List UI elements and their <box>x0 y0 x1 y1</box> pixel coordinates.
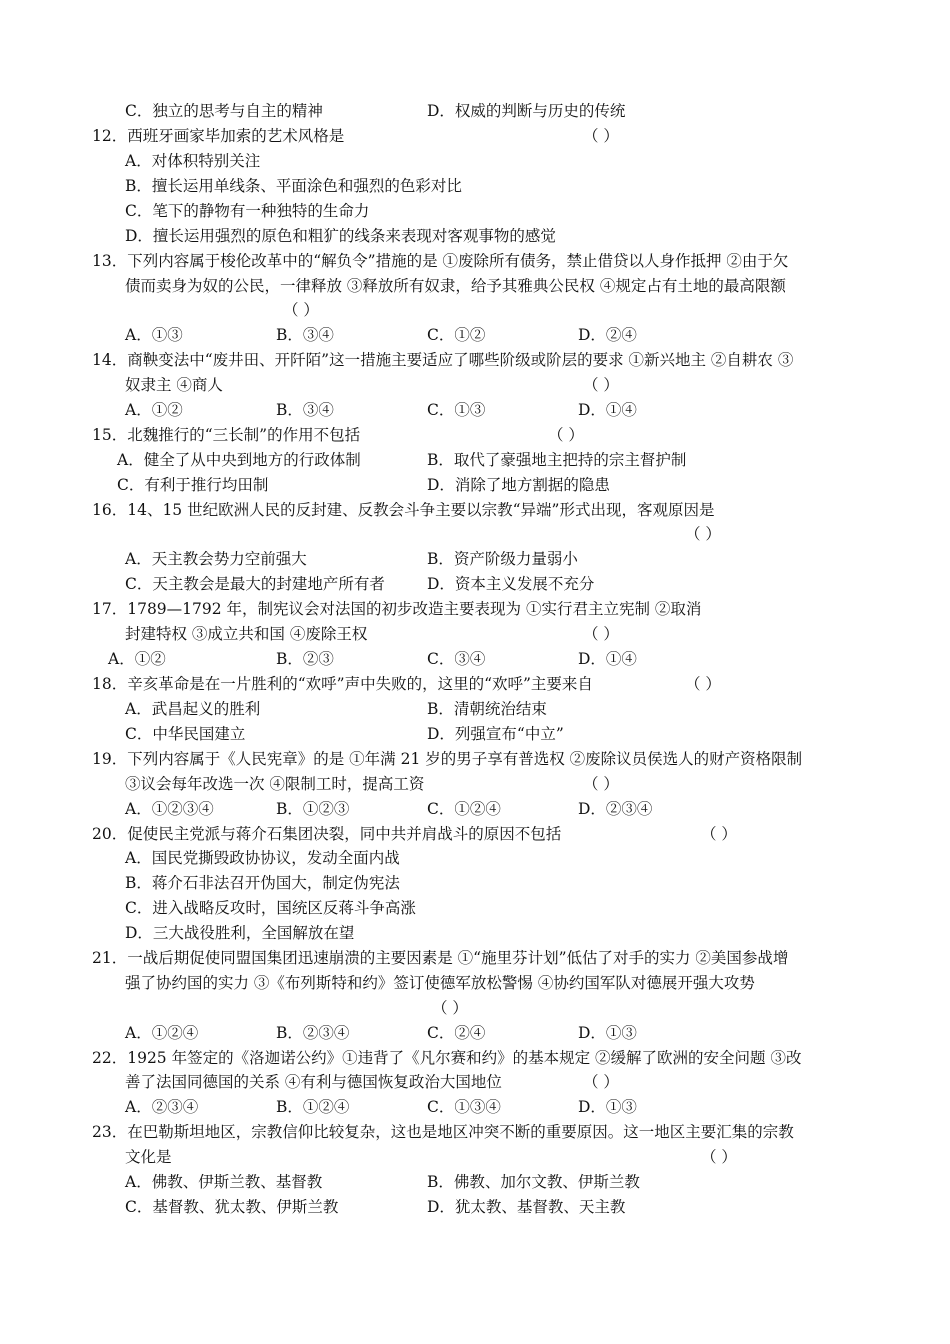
option-a: A．国民党撕毁政协协议，发动全面内战 <box>125 849 400 867</box>
question-23: 23．在巴勒斯坦地区，宗教信仰比较复杂，这也是地区冲突不断的重要原因。这一地区主要汇集的宗教 <box>92 1123 794 1141</box>
question-21-cont: 强了协约国的实力 ③《布列斯特和约》签订使德军放松警惕 ④协约国军队对德展开强大攻势 <box>125 974 755 992</box>
option-a: A．健全了从中央到地方的行政体制 <box>117 451 361 469</box>
option-c: C．笔下的静物有一种独特的生命力 <box>125 202 370 220</box>
option-c: C．有利于推行均田制 <box>117 476 269 494</box>
option-d: D．①④ <box>578 650 637 668</box>
option-c: C．中华民国建立 <box>125 725 246 743</box>
option-c: C．天主教会是最大的封建地产所有者 <box>125 575 385 593</box>
question-17-cont: 封建特权 ③成立共和国 ④废除王权 <box>125 625 368 643</box>
question-19: 19．下列内容属于《人民宪章》的是 ①年满 21 岁的男子享有普选权 ②废除议员侯选人的财产资格限制 <box>92 750 803 768</box>
option-c: C．进入战略反攻时，国统区反蒋斗争高涨 <box>125 899 416 917</box>
option-d: D．②④ <box>578 326 637 344</box>
option-d: D．权威的判断与历史的传统 <box>427 102 626 120</box>
answer-blank: （ ） <box>685 675 721 693</box>
option-c: C．独立的思考与自主的精神 <box>125 102 323 120</box>
answer-blank: （ ） <box>583 127 619 145</box>
option-d: D．②③④ <box>578 800 653 818</box>
option-b: B．②③④ <box>276 1024 350 1042</box>
answer-blank: （ ） <box>548 426 584 444</box>
option-d: D．①③ <box>578 1024 637 1042</box>
option-d: D．犹太教、基督教、天主教 <box>427 1198 626 1216</box>
option-c: C．①②④ <box>427 800 501 818</box>
option-a: A．②③④ <box>125 1098 199 1116</box>
question-13-cont: 债而卖身为奴的公民，一律释放 ③释放所有奴隶，给予其雅典公民权 ④规定占有土地的最高限额 <box>125 277 786 295</box>
answer-blank: （ ） <box>583 376 619 394</box>
option-d: D．擅长运用强烈的原色和粗犷的线条来表现对客观事物的感觉 <box>125 227 556 245</box>
answer-blank: （ ） <box>583 775 619 793</box>
option-a: A．①② <box>125 401 183 419</box>
option-a: A．①②④ <box>125 1024 199 1042</box>
question-14-cont: 奴隶主 ④商人 <box>125 376 223 394</box>
option-b: B．①②③ <box>276 800 350 818</box>
option-b: B．取代了豪强地主把持的宗主督护制 <box>427 451 687 469</box>
option-a: A．天主教会势力空前强大 <box>125 550 307 568</box>
option-c: C．①③ <box>427 401 486 419</box>
option-d: D．消除了地方割据的隐患 <box>427 476 610 494</box>
option-b: B．清朝统治结束 <box>427 700 547 718</box>
option-b: B．①②④ <box>276 1098 350 1116</box>
answer-blank: （ ） <box>701 1148 737 1166</box>
option-d: D．三大战役胜利，全国解放在望 <box>125 924 355 942</box>
answer-blank: （ ） <box>701 825 737 843</box>
question-22: 22．1925 年签定的《洛迦诺公约》①违背了《凡尔赛和约》的基本规定 ②缓解了欧洲的安全问题 ③改 <box>92 1049 802 1067</box>
option-b: B．②③ <box>276 650 334 668</box>
option-a: A．①②③④ <box>125 800 214 818</box>
option-d: D．列强宣布“中立” <box>427 725 564 743</box>
answer-blank: （ ） <box>283 301 319 319</box>
option-a: A．①② <box>108 650 166 668</box>
question-18: 18．辛亥革命是在一片胜利的“欢呼”声中失败的，这里的“欢呼”主要来自 <box>92 675 593 693</box>
option-c: C．基督教、犹太教、伊斯兰教 <box>125 1198 339 1216</box>
answer-blank: （ ） <box>583 625 619 643</box>
question-17: 17．1789—1792 年，制宪议会对法国的初步改造主要表现为 ①实行君主立宪制 ②取消 <box>92 600 702 618</box>
question-19-cont: ③议会每年改选一次 ④限制工时，提高工资 <box>125 775 425 793</box>
option-a: A．佛教、伊斯兰教、基督教 <box>125 1173 323 1191</box>
option-c: C．②④ <box>427 1024 486 1042</box>
question-16: 16．14、15 世纪欧洲人民的反封建、反教会斗争主要以宗教“异端”形式出现，客观原因是 <box>92 501 715 519</box>
question-22-cont: 善了法国同德国的关系 ④有利与德国恢复政治大国地位 <box>125 1073 502 1091</box>
option-d: D．①③ <box>578 1098 637 1116</box>
question-23-cont: 文化是 <box>125 1148 172 1166</box>
option-c: C．①② <box>427 326 486 344</box>
option-a: A．①③ <box>125 326 183 344</box>
option-c: C．③④ <box>427 650 486 668</box>
option-a: A．对体积特别关注 <box>125 152 261 170</box>
option-b: B．擅长运用单线条、平面涂色和强烈的色彩对比 <box>125 177 462 195</box>
option-d: D．资本主义发展不充分 <box>427 575 595 593</box>
option-b: B．蒋介石非法召开伪国大，制定伪宪法 <box>125 874 400 892</box>
option-a: A．武昌起义的胜利 <box>125 700 261 718</box>
question-15: 15．北魏推行的“三长制”的作用不包括 <box>92 426 361 444</box>
answer-blank: （ ） <box>685 525 721 543</box>
option-d: D．①④ <box>578 401 637 419</box>
option-c: C．①③④ <box>427 1098 501 1116</box>
option-b: B．③④ <box>276 326 334 344</box>
question-13: 13．下列内容属于梭伦改革中的“解负令”措施的是 ①废除所有债务，禁止借贷以人身作抵押 ②由于欠 <box>92 252 789 270</box>
question-12: 12．西班牙画家毕加索的艺术风格是 <box>92 127 345 145</box>
option-b: B．③④ <box>276 401 334 419</box>
option-b: B．佛教、加尔文教、伊斯兰教 <box>427 1173 640 1191</box>
question-20: 20．促使民主党派与蒋介石集团决裂，同中共并肩战斗的原因不包括 <box>92 825 562 843</box>
answer-blank: （ ） <box>583 1073 619 1091</box>
question-21: 21．一战后期促使同盟国集团迅速崩溃的主要因素是 ①“施里芬计划”低估了对手的实力 ②美国参战增 <box>92 949 789 967</box>
question-14: 14．商鞅变法中“废井田、开阡陌”这一措施主要适应了哪些阶级或阶层的要求 ①新兴地主 ②自耕农 ③ <box>92 351 794 369</box>
answer-blank: （ ） <box>432 999 468 1017</box>
option-b: B．资产阶级力量弱小 <box>427 550 578 568</box>
